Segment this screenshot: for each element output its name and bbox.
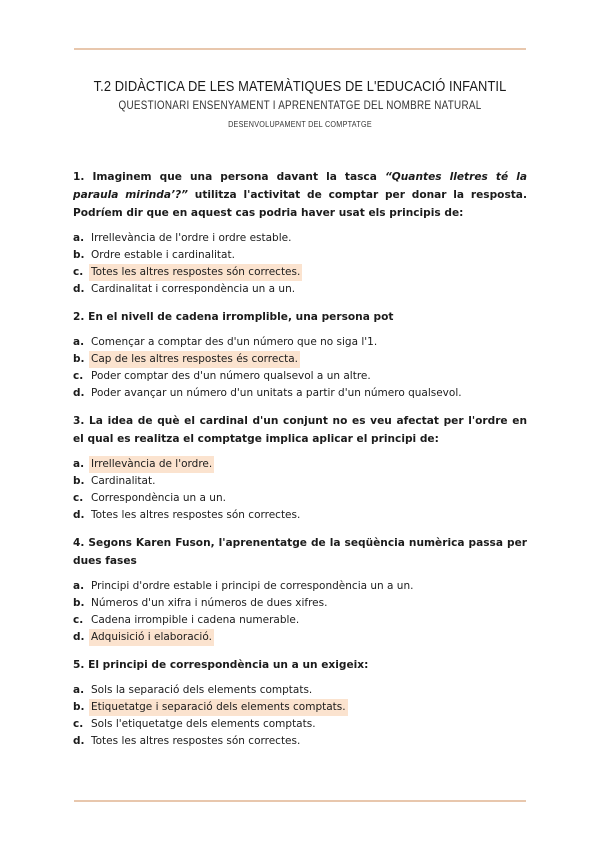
option-d-correct[interactable]: d. Adquisició i elaboració. bbox=[73, 629, 527, 646]
question-3 bbox=[73, 412, 527, 524]
option-c[interactable]: c. Poder comptar des d'un número qualsevol a un altre. bbox=[73, 370, 371, 382]
option-b[interactable]: b. Cardinalitat. bbox=[73, 475, 156, 487]
question-1 bbox=[73, 168, 527, 298]
option-b[interactable]: b. Números d'un xifra i números de dues xifres. bbox=[73, 597, 328, 609]
option-d[interactable]: d. Poder avançar un número d'un unitats a partir d'un número qualsevol. bbox=[73, 387, 462, 399]
question-2 bbox=[73, 308, 527, 402]
question-5 bbox=[73, 656, 527, 750]
document-title: T.2 DIDÀCTICA DE LES MATEMÀTIQUES DE L'EDUCACIÓ INFANTIL bbox=[93, 78, 507, 95]
option-a-correct[interactable]: a. Irrellevància de l'ordre. bbox=[73, 456, 527, 473]
option-b-correct[interactable]: b. Cap de les altres respostes és correcta. bbox=[73, 351, 527, 368]
questionnaire bbox=[73, 168, 527, 760]
option-b-correct[interactable]: b. Etiquetatge i separació dels elements comptats. bbox=[73, 699, 527, 716]
option-a[interactable]: a. Sols la separació dels elements comptats. bbox=[73, 684, 313, 696]
option-d[interactable]: d. Cardinalitat i correspondència un a un. bbox=[73, 283, 296, 295]
document-subtitle: QÜESTIONARI ENSENYAMENT I APRENENTATGE DEL NOMBRE NATURAL bbox=[118, 100, 482, 112]
option-a[interactable]: a. Irrellevància de l'ordre i ordre estable. bbox=[73, 232, 292, 244]
question-text: 2. En el nivell de cadena irromplible, una persona pot bbox=[73, 311, 394, 323]
option-d[interactable]: d. Totes les altres respostes són correctes. bbox=[73, 509, 301, 521]
bottom-divider bbox=[74, 800, 526, 802]
option-c[interactable]: c. Sols l'etiquetatge dels elements comptats. bbox=[73, 718, 316, 730]
option-a[interactable]: a. Començar a comptar des d'un número que no siga l'1. bbox=[73, 336, 378, 348]
option-d[interactable]: d. Totes les altres respostes són correctes. bbox=[73, 735, 301, 747]
question-text: 5. El principi de correspondència un a un exigeix: bbox=[73, 659, 369, 671]
question-text: 3. La idea de què el cardinal d'un conjunt no es veu afectat per l'ordre en el qual es realitza el comptatge implica aplicar el principi de: bbox=[73, 415, 527, 445]
option-c[interactable]: c. Correspondència un a un. bbox=[73, 492, 226, 504]
question-text: 4. Segons Karen Fuson, l'aprenentatge de la seqüència numèrica passa per dues fases bbox=[73, 537, 527, 567]
question-text: 1. Imaginem que una persona davant la tasca “Quantes lletres té la paraula mirinda’?” utilitza l'activitat de comptar per donar la resposta. Podríem dir que en aquest cas podria haver usat els principis de: bbox=[73, 171, 527, 219]
option-b[interactable]: b. Ordre estable i cardinalitat. bbox=[73, 249, 235, 261]
option-c-correct[interactable]: c. Totes les altres respostes són correctes. bbox=[73, 264, 527, 281]
option-a[interactable]: a. Principi d'ordre estable i principi de correspondència un a un. bbox=[73, 580, 414, 592]
section-title: DESENVOLUPAMENT DEL COMPTATGE bbox=[228, 120, 372, 129]
option-c[interactable]: c. Cadena irrompible i cadena numerable. bbox=[73, 614, 300, 626]
top-divider bbox=[74, 48, 526, 50]
question-4 bbox=[73, 534, 527, 646]
